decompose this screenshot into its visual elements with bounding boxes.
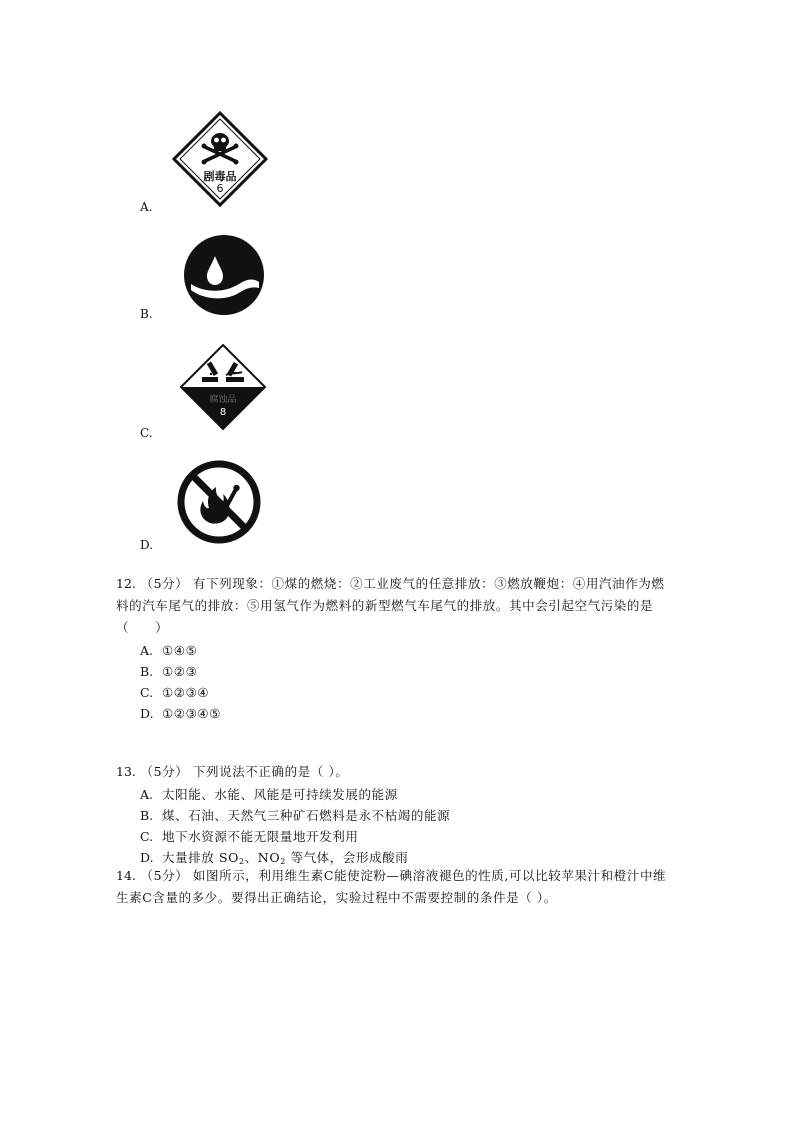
choice-text: ①②③④ xyxy=(162,685,210,700)
choice-a[interactable] xyxy=(140,784,676,805)
choice-c[interactable] xyxy=(140,682,676,703)
question-text: 下列说法不正确的是（ ）。 xyxy=(192,764,349,779)
choice-letter: D. xyxy=(140,706,154,721)
option-d-label: D. xyxy=(140,538,154,552)
choice-text: 地下水资源不能无限量地开发利用 xyxy=(162,829,359,844)
choice-text: 等气体，会形成酸雨 xyxy=(285,850,409,865)
choice-text: ①②③④⑤ xyxy=(162,706,222,721)
question-14 xyxy=(116,865,676,909)
question-14-stem xyxy=(116,865,676,909)
water-saving-icon xyxy=(183,234,265,316)
choice-c[interactable] xyxy=(140,826,676,847)
choice-text: ①④⑤ xyxy=(162,643,198,658)
question-score: （5分） xyxy=(140,764,189,779)
sign-number: 8 xyxy=(219,407,227,418)
choice-text: ①②③ xyxy=(162,664,198,679)
option-b-label: B. xyxy=(140,307,153,321)
choice-letter: B. xyxy=(140,664,154,679)
choice-text: 、NO xyxy=(244,850,281,865)
option-d-sign[interactable] xyxy=(176,459,262,545)
subscript: 2 xyxy=(280,857,286,866)
question-13-stem xyxy=(116,761,676,783)
choice-letter: A. xyxy=(140,643,154,658)
question-number: 12. xyxy=(116,576,136,591)
choice-letter: D. xyxy=(140,850,154,865)
question-12-stem xyxy=(116,573,676,639)
question-text: 如图所示，利用维生素C能使淀粉—碘溶液褪色的性质,可以比较苹果汁和橙汁中维生素C含量的多少。要得出正确结论，实验过程中不需要控制的条件是（ ）。 xyxy=(116,868,667,905)
choice-text: 煤、石油、天然气三种矿石燃料是永不枯竭的能源 xyxy=(162,808,451,823)
question-score: （5分） xyxy=(140,576,189,591)
question-12 xyxy=(116,573,676,724)
choice-text: 大量排放 SO xyxy=(162,850,239,865)
option-c-sign[interactable] xyxy=(180,344,266,430)
question-13 xyxy=(116,761,676,868)
option-a-sign[interactable] xyxy=(172,111,268,207)
question-number: 14. xyxy=(116,868,136,883)
no-open-flame-icon xyxy=(176,459,262,545)
choice-a[interactable] xyxy=(140,640,676,661)
question-12-choices xyxy=(116,640,676,724)
choice-letter: C. xyxy=(140,685,154,700)
sign-text: 腐蚀品 xyxy=(209,395,237,405)
choice-letter: A. xyxy=(140,787,154,802)
choice-b[interactable] xyxy=(140,805,676,826)
choice-d[interactable] xyxy=(140,703,676,724)
choice-letter: C. xyxy=(140,829,154,844)
choice-b[interactable] xyxy=(140,661,676,682)
sign-text: 剧毒品 xyxy=(203,170,237,183)
option-b-sign[interactable] xyxy=(183,234,265,316)
question-text: 有下列现象：①煤的燃烧：②工业废气的任意排放：③燃放鞭炮：④用汽油作为燃料的汽车尾气的排放：⑤用氢气作为燃料的新型燃气车尾气的排放。其中会引起空气污染的是（ ） xyxy=(116,576,665,635)
subscript: 2 xyxy=(239,857,245,866)
option-a-label: A. xyxy=(140,200,153,214)
option-c-label: C. xyxy=(140,426,153,440)
question-number: 13. xyxy=(116,764,136,779)
question-13-choices xyxy=(116,784,676,868)
question-score: （5分） xyxy=(140,868,189,883)
choice-text: 太阳能、水能、风能是可持续发展的能源 xyxy=(162,787,398,802)
choice-letter: B. xyxy=(140,808,154,823)
sign-number: 6 xyxy=(216,182,224,195)
